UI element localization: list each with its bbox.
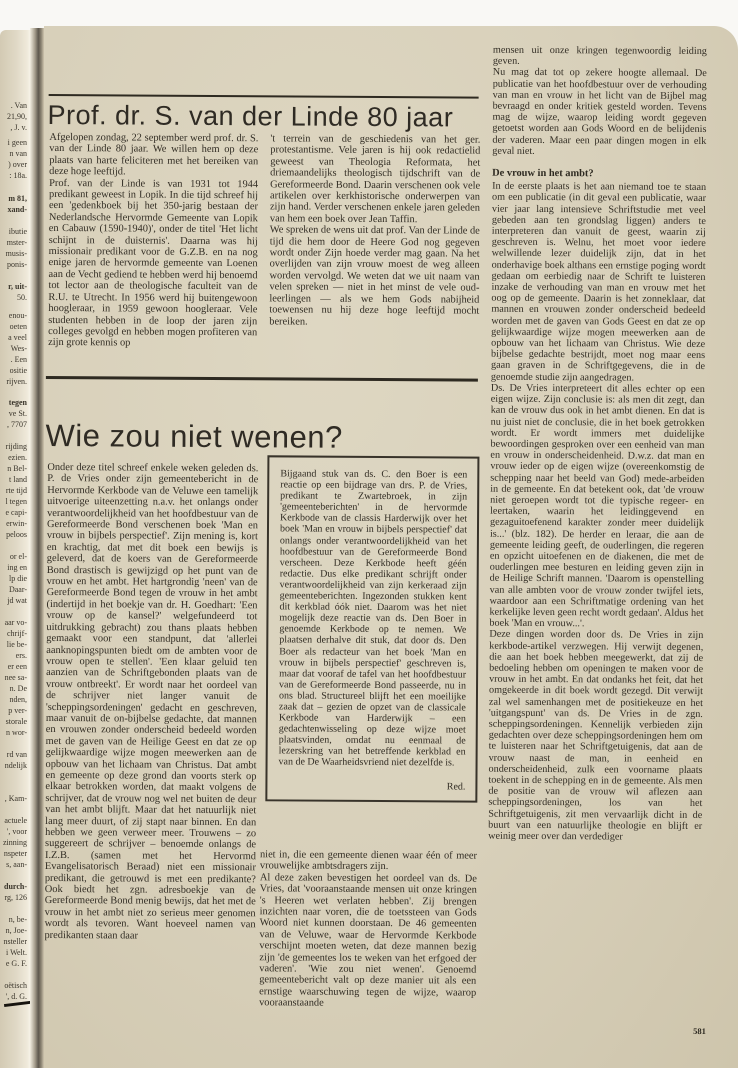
prev-page-text-fragment: rd van <box>6 750 27 759</box>
prev-page-text-fragment: : 18a. <box>9 171 27 180</box>
prev-page-text-fragment: ', d. G. <box>5 992 27 1001</box>
prev-page-text-fragment: n wor- <box>6 728 27 737</box>
prev-page-text-fragment: ponis- <box>7 260 27 269</box>
column3-body: In de eerste plaats is het aan niemand toe te staan om een publicatie (in dit geval een publicatie, waar vier jaar lang intensieve Schriftstudie met veel gebeden aan ten grondslag liggen) anders te interpreteren dan vanuit de geest, waarin zij geschreven is. Welnu, het moet voor iedere welwillende lezer duidelijk zijn, dat in het onderhavige boek althans een ernstige poging wordt gedaan om eerbiedig naar de Schrift te luisteren inzake de verhouding van man en vrouw met het oog op de gemeente. Daarin is het zonneklaar, dat mannen en vrouwen zonder onderscheid bedeeld worden met de gaven van Gods Geest en dat ze op gelijkwaardige wijze mogen meewerken aan de opbouw van het lichaam van Christus. Wie deze bijbelse gedachte bestrijdt, moet nog maar eens gaan graven in de Schriftgegevens, die in de genoemde studie zijn aangedragen. Ds. De Vries interpreteert dit alles echter op een eigen wijze. Zijn conclusie is: als men dit zegt, dan kan de vrouw dus ook in het ambt dienen. En dat is nu juist niet de conclusie, die in het boek getrokken wordt. Er wordt immers met duidelijke bewoordingen gesproken over een eenheid van man en vrouw in onderscheidenheid. D.w.z. dat man en vrouw ieder op de eigen wijze (overeenkomstig de schepping naar het beeld van God) mede-arbeiden in de gemeente. En dat betekent ook, dat 'de vrouw niet geroepen wordt tot die typische regeer- en leertaken, waarin het leidinggevend en gezaguitoefenend karakter zonder meer duidelijk is...' (blz. 182). De herder en leraar, die aan de gemeente leiding geeft, de ouderlingen, die regeren en opzicht uitoefenen en de diakenen, die met de ouderlingen mee besturen en leiding geven zijn in de Heilige Schrift mannen. 'Daarom is openstelling van alle ambten voor de vrouw zonder twijfel iets, waardoor aan een Schriftmatige ordening van het kerkelijke leven geen recht wordt gedaan'. Aldus het boek 'Man en vrouw...'. Deze dingen worden door ds. De Vries in zijn kerkbode-artikel verzwegen. Hij verwijt degenen, die aan het boek hebben meegewerkt, dat zij de bedoeling hebben om openingen te maken voor de vrouw in het ambt. En dat ondanks het feit, dat het omgekeerde in dit boek wordt gezegd. Dit verwijt zal wel samenhangen met de positiekeuze en het 'uitgangspunt' van ds. De Vries in de zgn. scheppingsordeningen. Kennelijk verbieden zijn gedachten over deze scheppingsordeningen hem om te luisteren naar het Schriftgetuigenis, dat aan de vrouw naast de man, in eenheid en onderscheidenheid, zulk een voorname plaats toekent in de schepping en in de gemeente. Als men de positie van de vrouw wil aflezen aan scheppingsordeningen, los van het Schriftgetuigenis, zit men vervaarlijk dicht in de buurt van een natuurlijke theologie en blijft er weinig meer over dan verdediger <box>488 180 707 843</box>
prev-page-text-fragment: Wes- <box>10 344 27 353</box>
prev-page-text-fragment: i geen <box>7 138 27 147</box>
prev-page-text-fragment: rijding <box>5 442 27 451</box>
prev-page-text-fragment: ezien. <box>8 453 27 462</box>
prev-page-text-fragment: ibutie <box>8 227 27 236</box>
page-content <box>38 26 738 1068</box>
prev-page-text-fragment: n. De <box>9 684 27 693</box>
editor-note-signature: Red. <box>446 780 466 793</box>
prev-page-text-fragment: rg, 126 <box>4 893 27 902</box>
prev-page-text-fragment: xand- <box>7 205 27 214</box>
prev-page-text-fragment: ndelijk <box>4 761 27 770</box>
prev-page-text-fragment: n Bel- <box>7 464 27 473</box>
article-title-wenen: Wie zou niet wenen? <box>45 417 343 455</box>
prev-page-text-fragment: r, uit- <box>8 282 27 291</box>
prev-page-text-fragment: lie be- <box>6 640 27 649</box>
prev-page-text-fragment: actuele <box>4 816 27 825</box>
prev-page-text-fragment: zinning <box>3 838 27 847</box>
prev-page-text-fragment: storale <box>5 717 27 726</box>
prev-page-text-fragment: lp die <box>9 574 27 583</box>
prev-page-text-fragment: ositie <box>9 366 27 375</box>
prev-page-text-fragment: l tegen <box>5 497 27 506</box>
column3-intro: mensen uit onze kringen tegenwoordig leiding geven. Nu mag dat tot op zekere hoogte allemaal. De publicatie van het hoofdbestuur over de verhouding van man en vrouw in het licht van de Bijbel mag bevraagd en onder kritiek gesteld worden. Tevens mag de wijze, waarop leiding wordt gegeven getoetst worden aan Gods Woord en de belijdenis der vaderen. Maar een paar dingen mogen in elk geval niet. <box>492 44 707 157</box>
prev-page-text-fragment: e capi- <box>5 508 27 517</box>
article-divider-rule <box>46 376 478 381</box>
previous-page-text-fragments <box>0 30 30 1002</box>
prev-page-text-fragment: or el- <box>9 552 27 561</box>
prev-page-text-fragment: e G. F. <box>5 959 27 968</box>
wenen-column-2: niet in, die een gemeente dienen waar één of meer vrouwelijke ambtsdragers zijn. Al deze zaken bevestigen het oordeel van ds. De Vries, dat 'vooraanstaande mensen uit onze kringen 's Heeren wet verlaten hebben'. Zij brengen inzichten naar voren, die de toetssteen van Gods Woord niet kunnen doorstaan. De 46 gemeenten van de Veluwe, waar de Hervormde Kerkbode verschijnt moeten weten, dat deze mannen bezig zijn 'de gemeentes los te weken van het erfgoed der vaderen'. 'Wie zou niet wenen'. Genoemd gemeentebericht valt op deze manier uit als een ernstige waarschuwing tegen de wijze, waarop vooraanstaande <box>259 849 478 1009</box>
wenen-column-1: Onder deze titel schreef enkele weken geleden ds. P. de Vries onder zijn gemeentebericht in de Hervormde Kerkbode van de Veluwe een tamelijk uitvoerige uiteenzetting n.a.v. het onlangs onder verantwoordelijkheid van het hoofdbestuur van de Gereformeerde Bond verschenen boek 'Man en vrouw in bijbels perspectief'. Zijn mening is, kort en krachtig, dat met dit boek een bewijs is geleverd, dat de koers van de Gereformeerde Bond drastisch is gewijzigd op het punt van de vrouw en het ambt. Het hartgrondig 'neen' van de Gereformeerde Bond tegen de vrouw in het ambt (indertijd in het boekje van dr. H. Goedhart: 'Een vrouw op de kansel?' welgefundeerd tot uitdrukking gebracht) zou thans plaats hebben gemaakt voor een standpunt, dat 'allerlei aanknopingspunten biedt om de ambten voor de vrouw open te stellen'. 'Een klaar geluid ten aanzien van de Schriftgebonden plaats van de vrouw ontbreekt'. Er wordt naar het oordeel van de schrijver niet langer vanuit de 'scheppingsordeningen' gedacht en geschreven, maar vanuit de on-bijbelse gedachte, dat mannen en vrouwen zonder onderscheid bedeeld worden met de gaven van de Heilige Geest en dat ze op gelijkwaardige wijze mogen meewerken aan de opbouw van het lichaam van Christus. Dat ambt en gemeente op deze grond dan voorts sterk op elkaar betrokken worden, dat maakt volgens de schrijver, dat de vrouw nog wel net buiten de deur van het ambt blijft. Maar dat het natuurlijk niet lang meer duurt, of zij stapt naar binnen. En dan hebben we geen verweer meer. Trouwens – zo suggereert de schrijver – benoemde onlangs de I.Z.B. (samen met het Hervormd Evangelisatorisch Beraad) niet een missionair predikant, die getrouwd is met een predikante? Ook biedt het zgn. adresboekje van de Gereformeerde Bond menig bewijs, dat het met de vrouw in het ambt niet zo serieus meer genomen wordt als tevoren. Want hoeveel namen van predikanten staan daar <box>44 461 259 942</box>
prev-page-text-fragment: ve St. <box>8 409 27 418</box>
editor-note-box <box>265 455 479 802</box>
linde-column-1: Afgelopen zondag, 22 september werd prof. dr. S. van der Linde 80 jaar. We willen hem op deze plaats van harte feliciteren met het bereiken van deze hoge leeftijd. Prof. van der Linde is van 1931 tot 1944 predikant geweest in Lopik. In die tijd schreef hij een 'gedenkboek bij het 350-jarig bestaan der Nederlandsche Hervormde Gemeente van Lopik en Cabauw (1590-1940)', onder de titel 'Het licht schijnt in de duisternis'. Daarna was hij missionair predikant voor de G.Z.B. en na nog enige jaren de hervormde gemeente van Loenen aan de Vecht gediend te hebben werd hij benoemd tot lector aan de theologische faculteit van de R.U. te Utrecht. In 1956 werd hij buitengewoon hoogleraar, in 1959 gewoon hoogleraar. Vele studenten hebben in de loop der jaren zijn colleges gevolgd en hebben mogen profiteren van zijn grote kennis op <box>48 131 259 349</box>
prev-page-text-fragment: m 81, <box>8 194 27 203</box>
prev-page-text-fragment: n, be- <box>8 915 27 924</box>
prev-page-text-fragment: nden, <box>9 695 27 704</box>
prev-page-text-fragment: , 7707 <box>7 420 27 429</box>
prev-page-text-fragment: 21,90, <box>7 112 27 121</box>
prev-page-text-fragment: i Welt. <box>6 948 27 957</box>
prev-page-text-fragment: , Kam- <box>4 794 27 803</box>
prev-page-text-fragment: erwin- <box>6 519 27 528</box>
wenen-column-3 <box>488 45 707 844</box>
prev-page-text-fragment: chrijf- <box>7 629 27 638</box>
article-title-linde: Prof. dr. S. van der Linde 80 jaar <box>47 99 454 133</box>
prev-page-text-fragment: nee sa- <box>4 673 27 682</box>
prev-page-text-fragment: s, aan- <box>6 860 27 869</box>
prev-page-text-fragment: tegen <box>8 398 27 407</box>
editor-note-text: Bijgaand stuk van ds. C. den Boer is een reactie op een bijdrage van drs. P. de Vries, predikant te Zwartebroek, in zijn 'gemeenteberichten' in de hervormde Kerkbode van de classis Harderwijk over het boek 'Man en vrouw in bijbels perspectief' dat onlangs onder verantwoordelijkheid van het hoofdbestuur van de Gereformeerde Bond verscheen. Deze Kerkbode heeft géén redactie. Dus elke predikant schrijft onder verantwoordelijkheid van zijn kerkeraad zijn gemeenteberichten. Ingezonden stukken kent dit kerkblad óók niet. Daarom was het niet mogelijk deze reactie van ds. Den Boer in genoemde Kerkbode op te nemen. We plaatsen derhalve dit stuk, dat door ds. Den Boer als redacteur van het boek 'Man en vrouw in bijbels perspectief' geschreven is, maar dat vooraf de tafel van het hoofdbestuur van de Gereformeerde Bond passeerde, nu in ons blad. Structureel blijft het een moeilijke zaak dat – gezien de opzet van de classicale Kerkbode van Harderwijk – een gedachtenwisseling op deze wijze moet plaatsvinden, omdat nu eenmaal de lezerskring van het betreffende kerkblad en van de De Waarheidsvriend niet dezelfde is. <box>278 468 468 769</box>
prev-page-text-fragment: nspeter <box>3 849 27 858</box>
magazine-page <box>44 26 738 1068</box>
prev-page-text-fragment: ers. <box>15 651 27 660</box>
prev-page-text-fragment: n van <box>9 149 27 158</box>
prev-page-text-fragment: n, Joe- <box>5 926 27 935</box>
prev-page-text-fragment: . Een <box>10 355 27 364</box>
prev-page-text-fragment: musis- <box>5 249 27 258</box>
prev-page-text-fragment: Daar- <box>8 585 27 594</box>
prev-page-text-fragment: oëtisch <box>4 981 27 990</box>
page-number: 581 <box>693 1025 706 1037</box>
prev-page-text-fragment: ', voor <box>6 827 27 836</box>
prev-page-text-fragment: t land <box>9 475 27 484</box>
prev-page-text-fragment: 50. <box>17 293 27 302</box>
previous-page-edge <box>0 30 30 1068</box>
prev-page-text-fragment: jd wat <box>7 596 27 605</box>
prev-page-text-fragment: nsteller <box>3 937 27 946</box>
prev-page-text-fragment: enou- <box>8 311 27 320</box>
prev-page-text-fragment: ) over <box>8 160 27 169</box>
column3-subheading: De vrouw in het ambt? <box>492 167 594 180</box>
article-top-rule <box>49 94 479 99</box>
linde-column-2: 't terrein van de geschiedenis van het ger. protestantisme. Vele jaren is hij ook redactielid geweest van Theologia Reformata, het driemaandelijks theologisch tijdschrift van de Gereformeerde Bond. Daarin verschenen ook vele artikelen over kerkhistorische onderwerpen van zijn hand. Verder verschenen enkele jaren geleden van hem een boek over Jean Taffin. We spreken de wens uit dat prof. Van der Linde de tijd die hem door de Heere God nog gegeven wordt onder Zijn hoede verder mag gaan. Na het overlijden van zijn vrouw moest de weg alleen worden vervolgd. We weten dat we uit naam van velen spreken — niet in het minst de vele oud-leerlingen — als we hem Gods nabijheid toewensen nu hij deze hoge leeftijd mocht bereiken. <box>269 133 481 328</box>
prev-page-text-fragment: ing en <box>7 563 27 572</box>
prev-page-text-fragment: oeten <box>9 322 27 331</box>
prev-page-text-fragment: , J. v. <box>10 123 27 132</box>
prev-page-text-fragment: p ver- <box>8 706 27 715</box>
prev-page-text-fragment: mster- <box>6 238 27 247</box>
prev-page-text-fragment: er een <box>7 662 27 671</box>
prev-page-text-fragment: . Van <box>10 101 27 110</box>
prev-page-text-fragment: durch- <box>4 882 27 891</box>
prev-page-text-fragment: aar vo- <box>4 618 27 627</box>
prev-page-text-fragment: peloos <box>6 530 27 539</box>
prev-page-text-fragment: a veel <box>8 333 27 342</box>
prev-page-text-fragment: rijven. <box>6 377 27 386</box>
prev-page-text-fragment: rte tijd <box>5 486 27 495</box>
